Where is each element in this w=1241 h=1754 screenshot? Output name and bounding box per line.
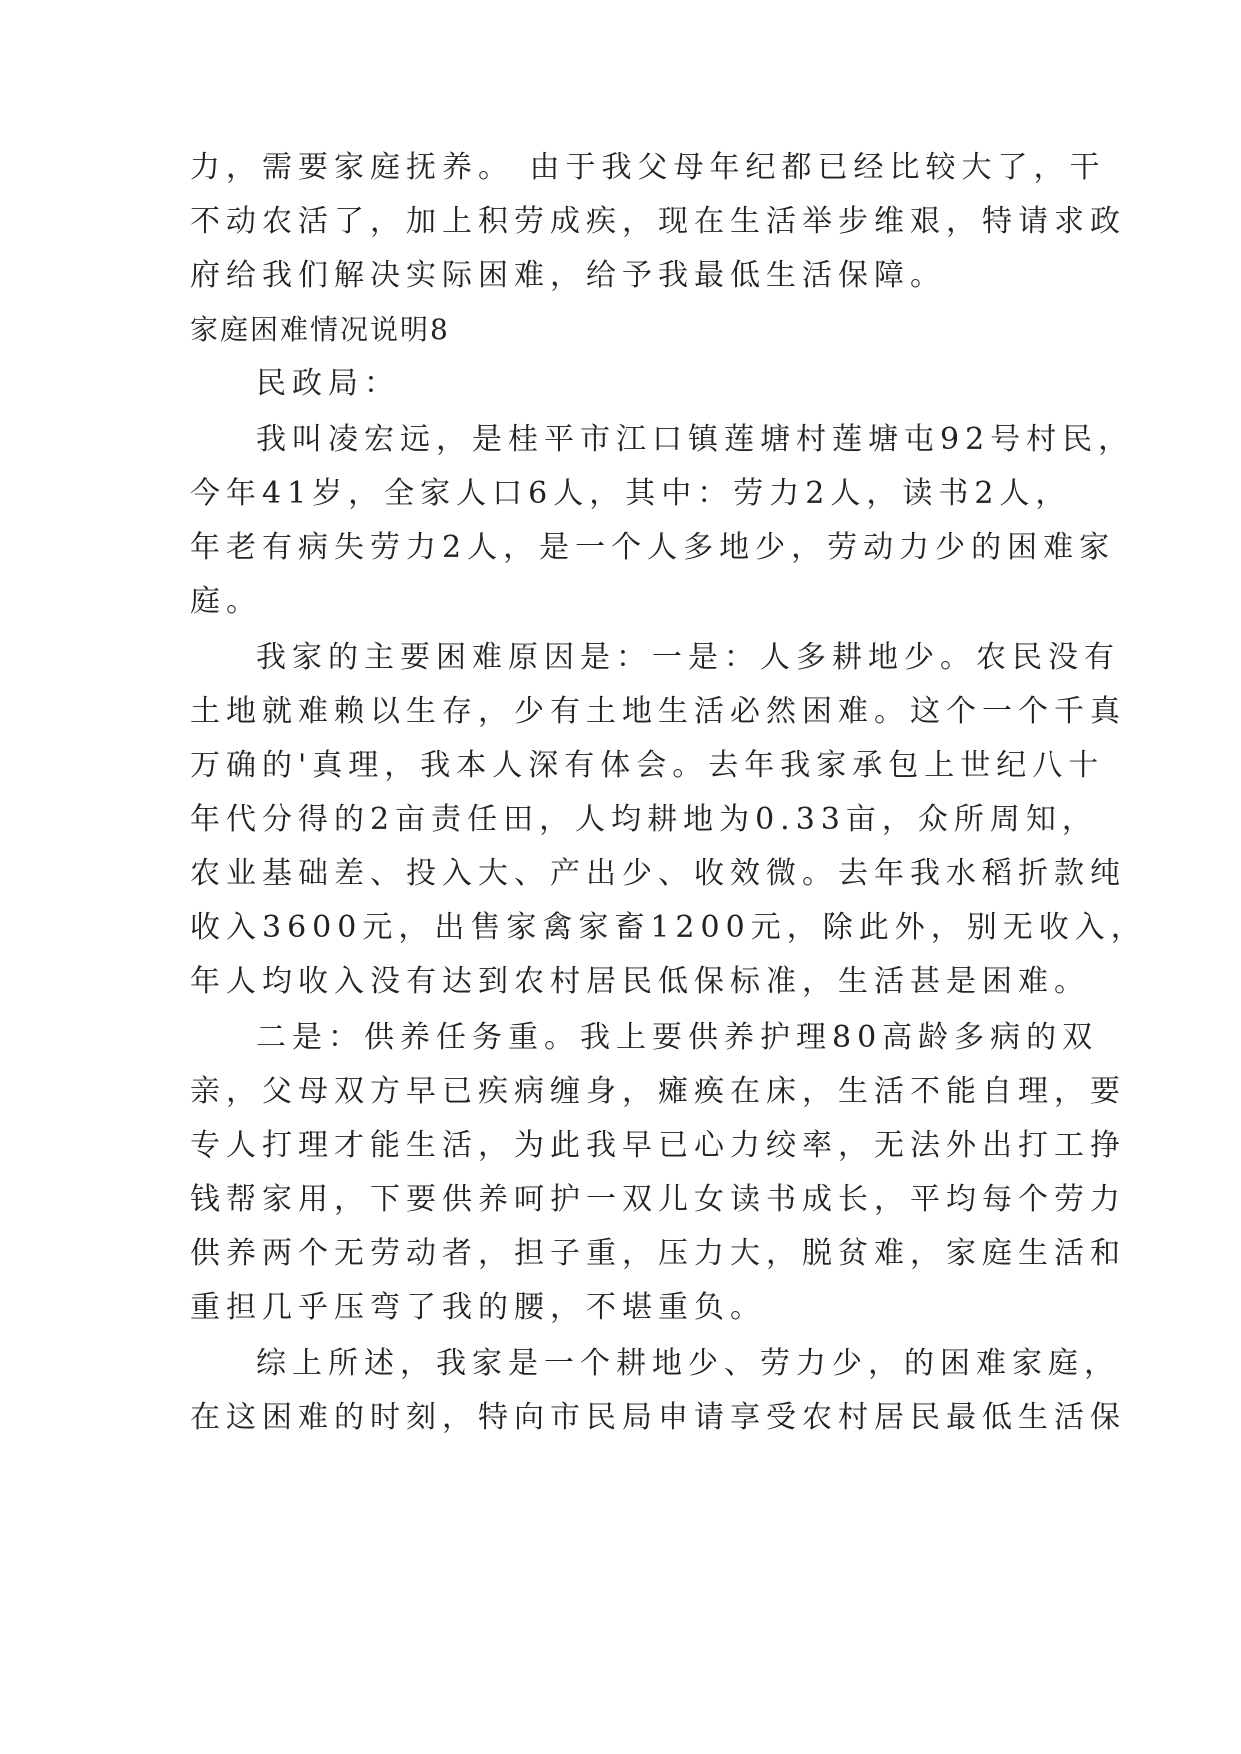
text-line: 今年41岁，全家人口6人，其中：劳力2人，读书2人， bbox=[190, 476, 1072, 511]
text-line: 土地就难赖以生存，少有土地生活必然困难。这个一个千真 bbox=[190, 694, 1126, 729]
text-line: 府给我们解决实际困难，给予我最低生活保障。 bbox=[190, 258, 946, 293]
text-line: 农业基础差、投入大、产出少、收效微。去年我水稻折款纯 bbox=[190, 856, 1126, 891]
text-line: 年人均收入没有达到农村居民低保标准，生活甚是困难。 bbox=[190, 964, 1090, 999]
text-line: 在这困难的时刻，特向市民局申请享受农村居民最低生活保 bbox=[190, 1400, 1126, 1435]
text-line: 年代分得的2亩责任田，人均耕地为0.33亩，众所周知， bbox=[190, 802, 1098, 837]
text-line: 综上所述，我家是一个耕地少、劳力少，的困难家庭， bbox=[256, 1346, 1120, 1381]
text-line: 重担几乎压弯了我的腰，不堪重负。 bbox=[190, 1290, 766, 1325]
text-line: 我叫凌宏远，是桂平市江口镇莲塘村莲塘屯92号村民， bbox=[256, 422, 1135, 457]
text-line: 庭。 bbox=[190, 584, 262, 619]
text-line: 收入3600元，出售家禽家畜1200元，除此外，别无收入， bbox=[190, 910, 1147, 945]
text-line: 亲，父母双方早已疾病缠身，瘫痪在床，生活不能自理，要 bbox=[190, 1074, 1126, 1109]
text-line: 力，需要家庭抚养。 由于我父母年纪都已经比较大了，干 bbox=[190, 150, 1106, 185]
text-line: 我家的主要困难原因是：一是：人多耕地少。农民没有 bbox=[256, 640, 1120, 675]
text-line: 万确的'真理，我本人深有体会。去年我家承包上世纪八十 bbox=[190, 748, 1105, 783]
section-title: 家庭困难情况说明8 bbox=[190, 313, 450, 346]
text-line: 年老有病失劳力2人，是一个人多地少，劳动力少的困难家 bbox=[190, 530, 1116, 565]
text-line: 供养两个无劳动者，担子重，压力大，脱贫难，家庭生活和 bbox=[190, 1236, 1126, 1271]
salutation: 民政局： bbox=[256, 366, 400, 401]
text-line: 不动农活了，加上积劳成疾，现在生活举步维艰，特请求政 bbox=[190, 204, 1126, 239]
text-line: 二是：供养任务重。我上要供养护理80高龄多病的双 bbox=[256, 1020, 1099, 1055]
text-line: 专人打理才能生活，为此我早已心力绞率，无法外出打工挣 bbox=[190, 1128, 1126, 1163]
text-line: 钱帮家用，下要供养呵护一双儿女读书成长，平均每个劳力 bbox=[190, 1182, 1126, 1217]
